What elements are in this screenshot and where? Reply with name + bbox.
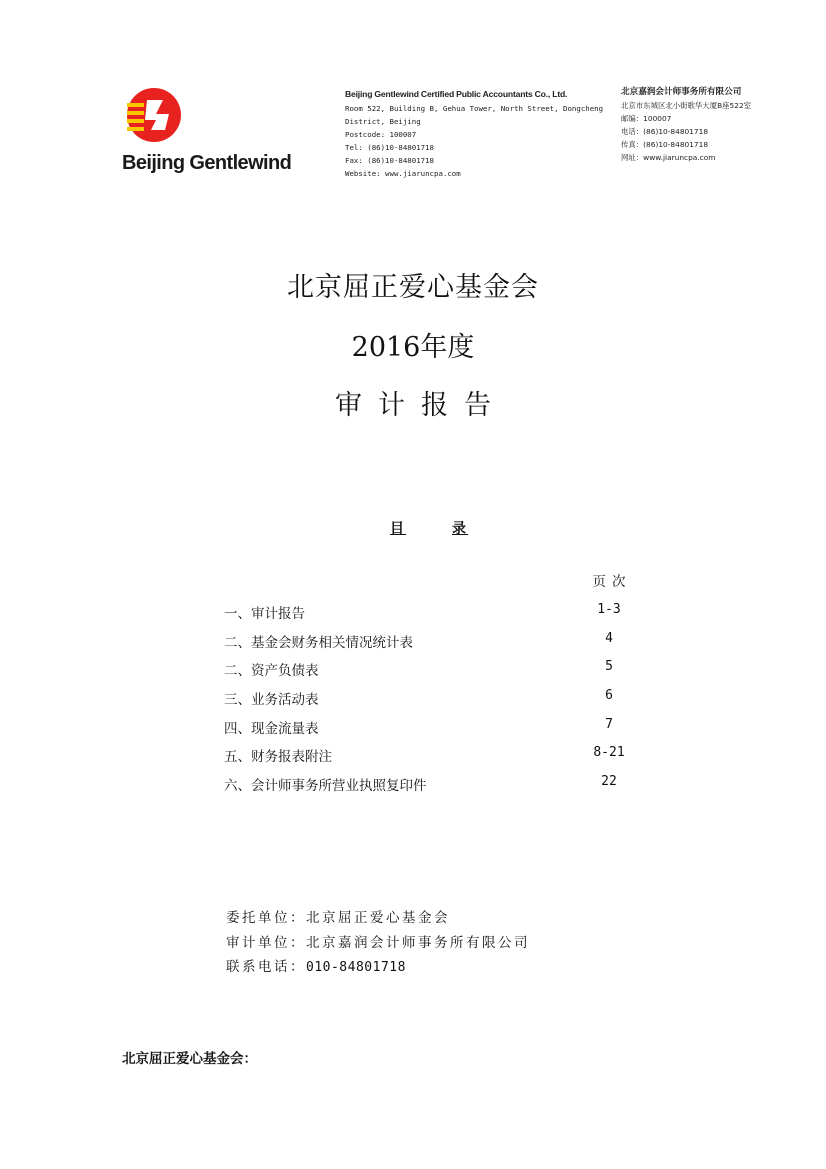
toc-item-page: 7 [605,716,613,732]
toc-page-header: 页次 [592,574,632,590]
toc-item-label: 二、基金会财务相关情况统计表 [224,634,413,651]
tel-cn: 电话：(86)10-84801718 [621,127,709,136]
toc-item [224,715,664,744]
toc-item [224,686,664,715]
toc-item [224,600,664,629]
address-cn: 北京市东城区北小街歌华大厦B座522室 [621,101,752,110]
report-organization: 北京屈正爱心基金会 [287,272,539,303]
toc-item-label: 五、财务报表附注 [224,749,332,766]
toc-item-page: 1-3 [597,602,621,617]
toc-heading [0,518,826,538]
firm-name-en: Beijing Gentlewind Certified Public Accountants Co., Ltd. [345,89,568,99]
toc-heading-left: 目 [390,521,406,537]
toc-item [224,772,664,801]
toc-item-label: 六、会计师事务所营业执照复印件 [224,778,427,795]
letter-addressee: 北京屈正爱心基金会： [122,1051,257,1067]
toc-item [224,657,664,686]
address-line-1: Room 522, Building B, Gehua Tower, North Street, Dongcheng [345,104,604,113]
toc-item-page: 5 [605,659,613,675]
toc-item [224,743,664,772]
toc-item-page: 6 [605,688,613,704]
website-cn: 网址：www.jiaruncpa.com [621,153,716,162]
toc-item-label: 一、审计报告 [224,606,305,622]
toc-item-page: 22 [601,774,617,790]
phone-line [226,955,530,981]
report-year: 2016年度 [351,332,475,363]
toc-item [224,629,664,658]
firm-logo-icon [125,86,183,144]
firm-address-cn [621,86,791,164]
firm-address-en [345,88,604,180]
toc-item-label: 四、现金流量表 [224,720,319,737]
engagement-info [226,906,530,981]
postcode-cn: 邮编：100007 [621,114,672,123]
toc-item-label: 二、资产负债表 [224,663,319,680]
phone-number: 010-84801718 [306,960,406,975]
fax: Fax: (86)10-84801718 [345,156,434,165]
phone-label: 联系电话： [226,959,306,975]
fax-cn: 传真：(86)10-84801718 [621,140,709,149]
toc-item-page: 8-21 [593,745,625,761]
firm-logo [122,82,312,182]
website: Website: www.jiaruncpa.com [345,169,461,178]
report-title: 审计报告 [335,390,507,421]
postcode: Postcode: 100007 [345,130,417,139]
auditor-line: 审计单位：北京嘉润会计师事务所有限公司 [226,934,530,951]
address-line-2: District, Beijing [345,117,421,126]
toc-item-page: 4 [605,630,613,646]
table-of-contents [224,600,664,801]
toc-heading-right: 录 [452,521,468,537]
toc-item-label: 三、业务活动表 [224,692,319,709]
client-line: 委托单位：北京屈正爱心基金会 [226,910,450,926]
logo-wordmark: Beijing Gentlewind [122,152,292,174]
tel: Tel: (86)10-84801718 [345,143,434,152]
firm-name-cn: 北京嘉润会计师事务所有限公司 [621,87,742,97]
